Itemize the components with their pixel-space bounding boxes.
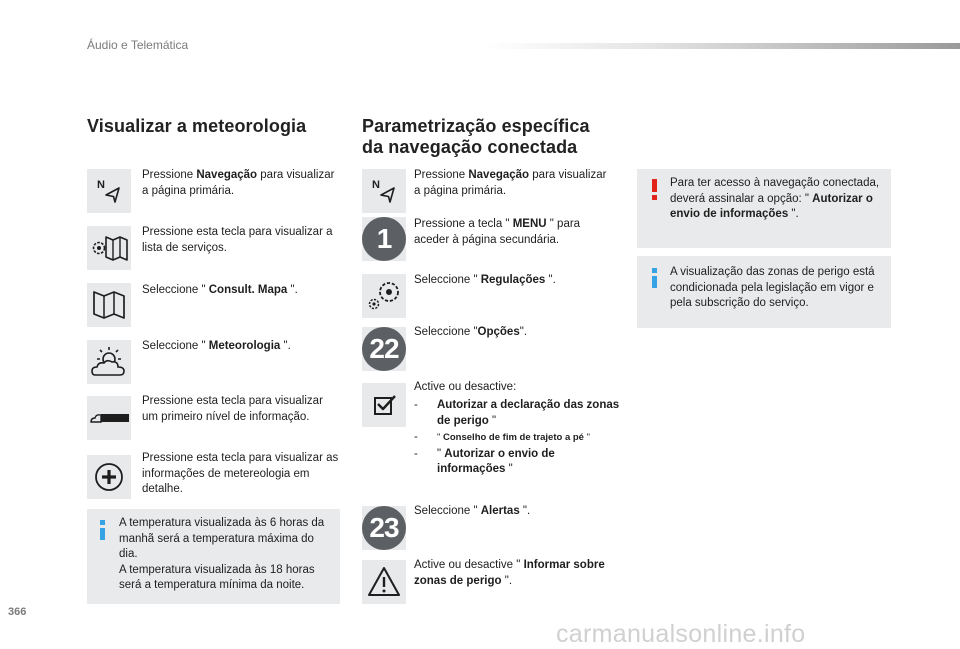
step-number: 22 <box>362 327 406 371</box>
list-item: - " Autorizar o envio de informações " <box>414 447 555 475</box>
middle-step-1-text: Pressione Navegação para visualizar a página primária. <box>414 169 607 197</box>
list-item: - Autorizar a declaração das zonas de perigo " <box>414 399 620 427</box>
step-number-badge <box>362 506 406 550</box>
left-step-1-text: Pressione Navegação para visualizar a página primária. <box>142 169 335 197</box>
page-number: 366 <box>8 606 27 618</box>
temperature-note-text: A temperatura visualizada às 6 horas da manhã será a temperatura máxima do dia. A temperatura visualizada às 18 horas será a temperatura mínima da noite. <box>119 517 325 591</box>
left-step-5-text: Pressione esta tecla para visualizar um primeiro nível de informação. <box>142 395 323 423</box>
settings-gear-icon <box>362 274 406 318</box>
temperature-note <box>87 509 340 604</box>
middle-step-2-text: Pressione a tecla " MENU " para aceder à página secundária. <box>414 218 581 246</box>
svg-text:N: N <box>372 179 380 191</box>
option-list <box>414 398 624 478</box>
middle-step-4-text: Seleccione "Opções". <box>414 326 528 338</box>
temperature-level-icon <box>87 396 131 440</box>
middle-heading: Parametrização específica da navegação conectada <box>362 116 590 157</box>
left-step-4-text: Seleccione " Meteorologia ". <box>142 340 291 352</box>
plus-circle-icon <box>87 455 131 499</box>
danger-zone-info <box>637 256 891 328</box>
map-icon <box>87 283 131 327</box>
weather-icon <box>87 340 131 384</box>
middle-step-5-intro: Active ou desactive: <box>414 381 517 393</box>
step-number: 23 <box>362 506 406 550</box>
left-step-3-text: Seleccione " Consult. Mapa ". <box>142 284 298 296</box>
list-item: - " Conselho de fim de trajeto a pé " <box>414 431 590 443</box>
step-number-badge <box>362 217 406 261</box>
section-title: Áudio e Telemática <box>87 38 189 52</box>
connected-nav-warning-text: Para ter acesso à navegação conectada, deverá assinalar a opção: " Autorizar o envio de informações ". <box>670 177 880 220</box>
left-heading: Visualizar a meteorologia <box>87 116 307 136</box>
middle-step-7-text: Active ou desactive " Informar sobre zonas de perigo ". <box>414 559 605 587</box>
left-step-6-text: Pressione esta tecla para visualizar as informações de metereologia em detalhe. <box>142 452 339 495</box>
exclamation-icon <box>652 179 657 201</box>
services-gear-map-icon <box>87 226 131 270</box>
header-divider <box>486 43 960 49</box>
watermark: carmanualsonline.info <box>556 620 806 648</box>
warning-triangle-icon <box>362 560 406 604</box>
svg-text:N: N <box>97 179 105 191</box>
connected-nav-warning <box>637 169 891 248</box>
middle-step-6-text: Seleccione " Alertas ". <box>414 505 531 517</box>
left-step-2-text: Pressione esta tecla para visualizar a lista de serviços. <box>142 226 333 254</box>
navigation-arrow-icon <box>362 169 406 213</box>
middle-step-3-text: Seleccione " Regulações ". <box>414 274 556 286</box>
navigation-arrow-icon <box>87 169 131 213</box>
checkbox-icon <box>362 383 406 427</box>
danger-zone-info-text: A visualização das zonas de perigo está condicionada pela legislação em vigor e pela subscrição do serviço. <box>670 266 875 309</box>
step-number-badge <box>362 327 406 371</box>
step-number: 1 <box>362 217 406 261</box>
